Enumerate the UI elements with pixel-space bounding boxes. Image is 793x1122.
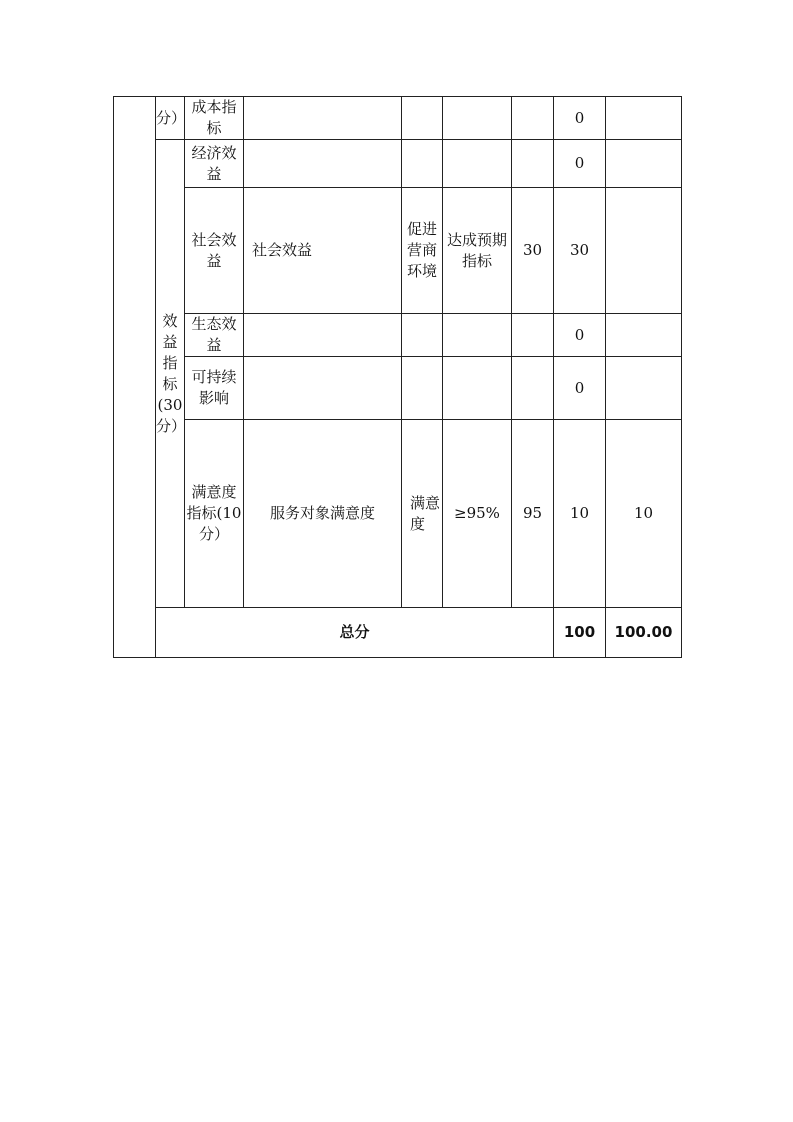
level1-category-cell	[114, 97, 156, 658]
benefit-category: 效益指标(30分）	[156, 140, 185, 608]
social-indicator: 社会效益	[244, 188, 402, 314]
cost-score: 0	[554, 97, 606, 140]
sustainable-score: 0	[554, 357, 606, 420]
total-label: 总分	[156, 608, 554, 658]
row-ecological-benefit	[114, 314, 682, 357]
social-score: 30	[554, 188, 606, 314]
economic-score: 0	[554, 140, 606, 188]
satisfaction-score: 10	[606, 420, 682, 608]
total-score: 100.00	[606, 608, 682, 658]
row-satisfaction	[114, 420, 682, 608]
performance-table	[113, 96, 682, 658]
row-social-benefit	[114, 188, 682, 314]
sustainable-subcategory: 可持续影响	[185, 357, 244, 420]
social-weight: 30	[512, 188, 554, 314]
cost-category-tail: 分）	[156, 97, 185, 140]
satisfaction-subcategory: 服务对象满意度	[244, 420, 402, 608]
row-total	[114, 608, 682, 658]
satisfaction-weight: 10	[554, 420, 606, 608]
social-actual: 达成预期指标	[443, 188, 512, 314]
social-subcategory: 社会效益	[185, 188, 244, 314]
ecological-score: 0	[554, 314, 606, 357]
satisfaction-indicator: 满意度	[402, 420, 443, 608]
social-target: 促进营商环境	[402, 188, 443, 314]
satisfaction-category: 满意度指标(10分）	[185, 420, 244, 608]
economic-subcategory: 经济效益	[185, 140, 244, 188]
row-economic-benefit	[114, 140, 682, 188]
row-sustainable-impact	[114, 357, 682, 420]
satisfaction-actual: 95	[512, 420, 554, 608]
satisfaction-target: ≥95%	[443, 420, 512, 608]
total-weight: 100	[554, 608, 606, 658]
row-cost-indicator	[114, 97, 682, 140]
ecological-subcategory: 生态效益	[185, 314, 244, 357]
cost-subcategory: 成本指标	[185, 97, 244, 140]
